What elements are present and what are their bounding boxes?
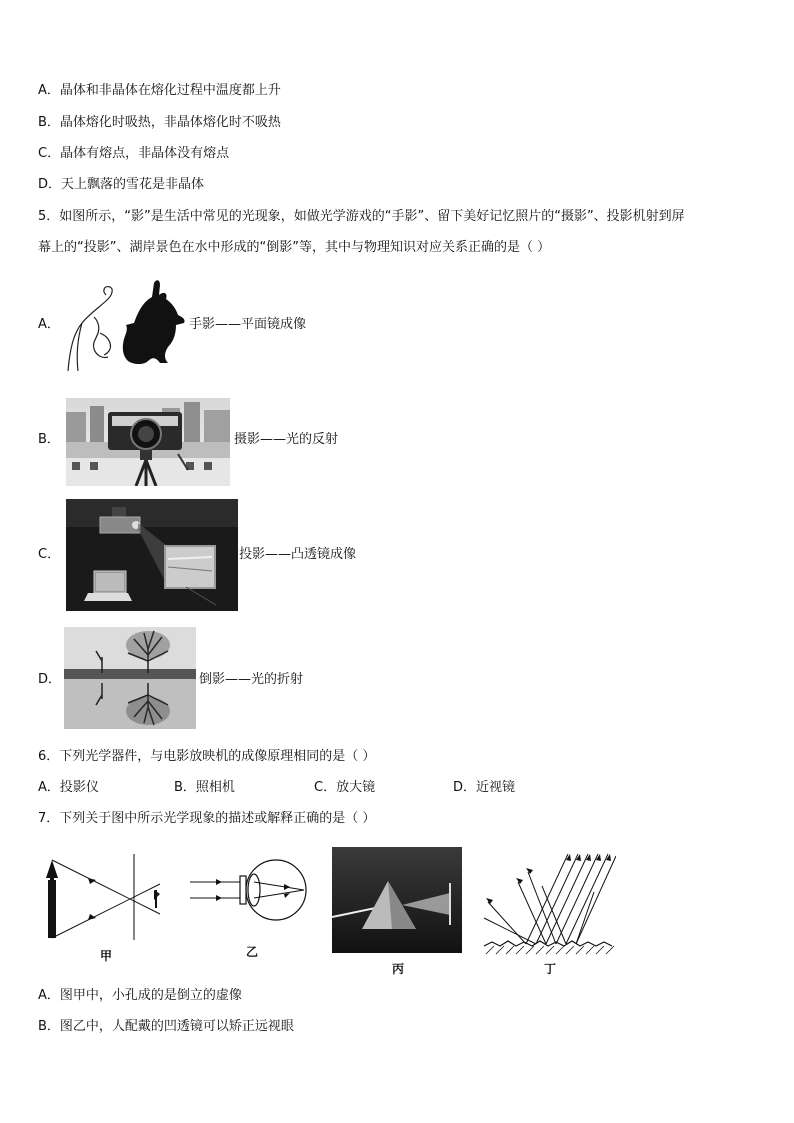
q5-option-d-letter: D． bbox=[38, 672, 62, 687]
q5-stem-line-1: 5．如图所示，“影”是生活中常见的光现象，如做光学游戏的“手影”、留下美好记忆照片的“摄影”、投影机射到屏 bbox=[38, 209, 685, 224]
prism-dispersion-diagram-icon bbox=[332, 847, 462, 953]
q4-option-a: A．晶体和非晶体在熔化过程中温度都上升 bbox=[38, 83, 281, 98]
q5-option-c-caption: 投影——凸透镜成像 bbox=[239, 547, 357, 562]
q6-option-d: D．近视镜 bbox=[453, 780, 516, 795]
q5-option-c-letter: C． bbox=[38, 547, 61, 562]
q6-option-b: B．照相机 bbox=[174, 780, 235, 795]
figure-label-yi: 乙 bbox=[245, 945, 258, 959]
figure-label-bing: 丙 bbox=[391, 962, 404, 976]
eye-lens-diagram-icon bbox=[190, 852, 314, 928]
q5-option-a-caption: 手影——平面镜成像 bbox=[189, 317, 307, 332]
projector-screen-icon bbox=[66, 499, 238, 611]
hand-shadow-rabbit-icon bbox=[64, 277, 186, 373]
q4-option-d: D．天上飘落的雪花是非晶体 bbox=[38, 177, 205, 192]
q7-option-b: B．图乙中，人配戴的凹透镜可以矫正远视眼 bbox=[38, 1019, 294, 1034]
figure-label-jia: 甲 bbox=[99, 949, 112, 963]
q4-option-b: B．晶体熔化时吸热，非晶体熔化时不吸热 bbox=[38, 115, 281, 130]
q5-option-b-letter: B． bbox=[38, 432, 60, 447]
q4-option-c: C．晶体有熔点，非晶体没有熔点 bbox=[38, 146, 230, 161]
q7-stem: 7．下列关于图中所示光学现象的描述或解释正确的是（ ） bbox=[38, 811, 376, 826]
q5-option-a-letter: A． bbox=[38, 317, 60, 332]
q5-option-b-caption: 摄影——光的反射 bbox=[234, 432, 339, 447]
q7-option-a: A．图甲中，小孔成的是倒立的虚像 bbox=[38, 988, 242, 1003]
tree-reflection-icon bbox=[64, 627, 196, 729]
q6-option-c: C．放大镜 bbox=[314, 780, 376, 795]
q5-stem-line-2: 幕上的“投影”、湖岸景色在水中形成的“倒影”等，其中与物理知识对应关系正确的是（ ） bbox=[38, 240, 551, 255]
q5-option-d-caption: 倒影——光的折射 bbox=[199, 672, 304, 687]
figure-label-ding: 丁 bbox=[543, 962, 556, 976]
camera-on-tripod-icon bbox=[66, 398, 230, 486]
pinhole-camera-diagram-icon bbox=[44, 850, 164, 942]
diffuse-reflection-diagram-icon bbox=[482, 852, 616, 956]
q6-stem: 6．下列光学器件，与电影放映机的成像原理相同的是（ ） bbox=[38, 749, 376, 764]
q6-option-a: A．投影仪 bbox=[38, 780, 99, 795]
